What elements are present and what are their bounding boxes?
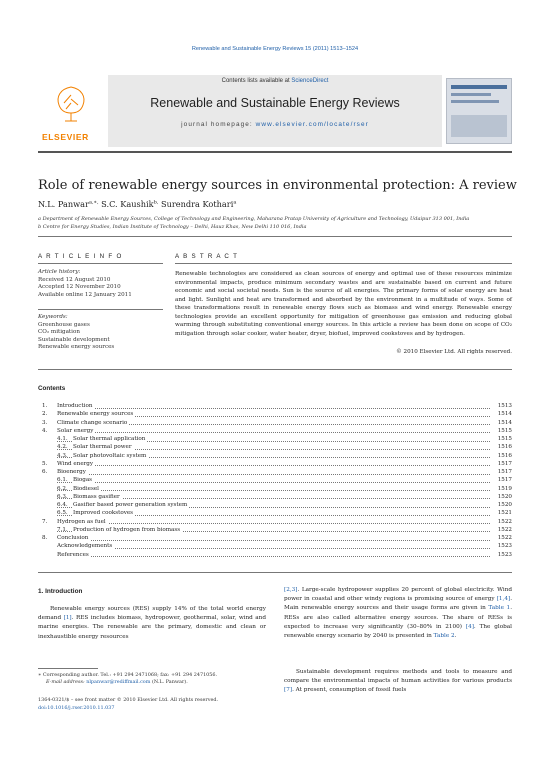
toc-leader: [57, 551, 490, 558]
toc-number: 7.: [42, 518, 48, 525]
toc-leader: [57, 534, 490, 541]
abstract-text: Renewable technologies are considered as clean sources of energy and optimal use of these resources minimize environmental impacts, produce minimum secondary wastes and are sustainable based on current and future economic and social societal needs. Sun is the source of all energies. The primary forms of solar energy are heat and light. Sunlight and heat are transformed and absorbed by the environment in a multitude of ways. Some of these transformations result in renewable energy flows such as biomass and wind energy. Renewable energy technologies provide an excellent opportunity for mitigation of greenhouse gas emission and reducing global warming through substituting conventional energy sources. In this article a review has been done on scope of CO₂ mitigation through solar cooker, water heater, dryer, biofuel, improved cookstoves and by hydrogen.: [175, 271, 512, 337]
toc-leader: [57, 460, 490, 467]
toc-entry[interactable]: [38, 468, 512, 476]
toc-page: 1522: [497, 526, 512, 533]
table-of-contents: [38, 402, 512, 559]
author-name[interactable]: S.C. Kaushik: [98, 199, 154, 209]
toc-number: 6.: [42, 469, 48, 475]
footnotes: [38, 672, 266, 686]
toc-entry[interactable]: [38, 518, 512, 526]
sciencedirect-link[interactable]: ScienceDirect: [291, 78, 329, 84]
toc-entry[interactable]: [38, 410, 512, 418]
toc-leader: [57, 468, 490, 475]
author-name[interactable]: Surendra Kothari: [158, 199, 234, 209]
toc-label[interactable]: Solar thermal power: [73, 444, 132, 451]
toc-number: 4.3.: [57, 452, 68, 459]
masthead-center: [108, 75, 442, 147]
keyword[interactable]: CO₂ mitigation: [38, 329, 80, 336]
copyright-notice: © 2010 Elsevier Ltd. All rights reserved.: [396, 349, 512, 355]
toc-number: 4.: [42, 427, 48, 434]
toc-label[interactable]: Wind energy: [57, 460, 94, 467]
toc-leader: [57, 427, 490, 434]
toc-page: 1515: [497, 427, 512, 434]
toc-entry[interactable]: [38, 419, 512, 427]
toc-label[interactable]: Improved cookstoves: [73, 510, 134, 517]
toc-entry[interactable]: [38, 443, 512, 451]
divider: [38, 236, 512, 237]
toc-leader: [57, 542, 490, 549]
history-accepted: Accepted 12 November 2010: [38, 284, 121, 291]
toc-number: 6.4.: [57, 502, 68, 508]
toc-page: 1523: [497, 543, 512, 550]
intro-paragraph: Sustainable development requires methods and tools to measure and compare the environmental impacts of human activities for various products [7]. At present, consumption of fossil fuels: [284, 669, 512, 694]
article-info-heading: A R T I C L E I N F O: [38, 253, 123, 260]
author-name[interactable]: N.L. Panwar: [38, 199, 89, 209]
author-list: [38, 199, 236, 209]
contents-available: [108, 75, 442, 84]
toc-page: 1517: [497, 477, 512, 484]
toc-number: 2.: [42, 411, 48, 418]
toc-number: 5.: [42, 460, 48, 467]
toc-entry[interactable]: [38, 509, 512, 517]
author-affil-mark: a,∗,: [88, 199, 99, 206]
divider: [38, 309, 163, 310]
keywords-label: Keywords:: [38, 314, 68, 320]
toc-page: 1522: [497, 535, 512, 541]
citation-link[interactable]: [7]: [284, 687, 293, 694]
journal-cover-thumbnail: [446, 78, 512, 144]
keyword[interactable]: Renewable energy sources: [38, 344, 115, 351]
journal-title: Renewable and Sustainable Energy Reviews: [150, 96, 400, 110]
article-history: [38, 269, 163, 299]
toc-entry[interactable]: [38, 526, 512, 534]
toc-leader: [57, 485, 490, 492]
toc-label[interactable]: Bioenergy: [57, 469, 86, 475]
toc-entry[interactable]: [38, 427, 512, 435]
toc-entry[interactable]: [38, 551, 512, 559]
toc-page: 1516: [497, 452, 512, 459]
toc-page: 1514: [497, 411, 512, 418]
corresponding-author-note: ∗ Corresponding author. Tel.: +91 294 2471068; fax: +91 294 2471056.: [38, 672, 218, 678]
toc-label[interactable]: Introduction: [57, 403, 93, 409]
email-label: E-mail address:: [46, 679, 87, 685]
toc-label[interactable]: Solar thermal application: [73, 436, 146, 442]
running-head[interactable]: Renewable and Sustainable Energy Reviews 15 (2011) 1513–1524: [191, 46, 359, 52]
toc-number: 6.3.: [57, 493, 68, 500]
article-title: Role of renewable energy sources in environmental protection: A review: [38, 178, 517, 193]
affiliation: b Centre for Energy Studies, Indian Institute of Technology – Delhi, Hauz Khas, New Delhi 110 016, India: [38, 224, 307, 230]
toc-leader: [57, 493, 490, 500]
citation-link[interactable]: [1]: [63, 615, 72, 622]
toc-label[interactable]: Hydrogen as fuel: [57, 518, 106, 525]
divider: [38, 572, 512, 573]
citation-link[interactable]: Table 2: [433, 633, 455, 640]
homepage-label: journal homepage:: [181, 121, 256, 128]
author-affil-mark: a: [233, 199, 237, 206]
toc-page: 1523: [497, 551, 512, 558]
citation-link[interactable]: [2,3]: [284, 587, 298, 593]
keyword[interactable]: Greenhouse gases: [38, 321, 90, 328]
intro-paragraph-continued: [2,3]. Large-scale hydropower supplies 20 percent of global electricity. Wind power in coastal and other windy regions is promising source of energy [1,4]. Main renewable energy sources and their usage forms are given in Table 1. RESs are also called alternative energy sources. The share of RESs is expected to increase very significantly (30–80% in 2100) [4]. The global renewable energy scenario by 2040 is presented in Table 2.: [284, 587, 512, 640]
toc-label[interactable]: Production of hydrogen from biomass: [73, 526, 181, 533]
journal-masthead: [38, 75, 512, 153]
toc-number: 6.1.: [57, 477, 68, 484]
toc-number: 4.1.: [57, 436, 68, 442]
keywords: [38, 314, 163, 352]
toc-label[interactable]: Climate change scenario: [57, 419, 128, 426]
abstract-heading: A B S T R A C T: [175, 253, 239, 260]
citation-link[interactable]: [4]: [465, 623, 474, 630]
toc-label[interactable]: Acknowledgements: [57, 543, 113, 550]
toc-entry[interactable]: [38, 460, 512, 468]
history-label: Article history:: [38, 269, 81, 275]
toc-leader: [57, 476, 490, 483]
footnote-divider: [38, 668, 98, 669]
history-received: Received 12 August 2010: [38, 276, 111, 283]
toc-page: 1520: [497, 493, 512, 500]
intro-paragraph: Renewable energy sources (RES) supply 14% of the total world energy demand [1]. RES includes biomass, hydropower, geothermal, solar, wind and marine energies. The renewable are the primary, domestic and clean or inexhaustible energy resources: [38, 606, 266, 640]
toc-label[interactable]: Solar photovoltaic system: [73, 452, 147, 459]
toc-entry[interactable]: [38, 485, 512, 493]
keyword[interactable]: Sustainable development: [38, 336, 110, 343]
toc-page: 1517: [497, 460, 512, 467]
elsevier-logo: [38, 79, 104, 145]
toc-page: 1519: [497, 485, 512, 492]
toc-label[interactable]: Renewable energy sources: [57, 411, 134, 418]
toc-number: 6.2.: [57, 485, 68, 492]
divider: [38, 263, 163, 264]
toc-number: 1.: [42, 403, 48, 409]
history-online: Available online 12 January 2011: [38, 291, 132, 298]
affiliation: a Department of Renewable Energy Sources, College of Technology and Engineering, Maharana Pratap University of Agriculture and Technology, Udaipur 313 001, India: [38, 216, 470, 222]
toc-label[interactable]: Biodiesel: [73, 485, 99, 492]
toc-label[interactable]: References: [57, 551, 89, 558]
toc-entry[interactable]: [38, 534, 512, 542]
divider: [175, 263, 512, 264]
toc-page: 1520: [497, 502, 512, 508]
toc-number: 7.1.: [57, 526, 68, 533]
citation-link[interactable]: [1,4]: [496, 596, 511, 603]
toc-page: 1521: [497, 510, 512, 517]
toc-label[interactable]: Biogas: [73, 477, 93, 484]
contents-heading: Contents: [38, 385, 66, 392]
divider: [38, 369, 512, 370]
email-note: [38, 679, 266, 686]
email-owner: (N.L. Panwar).: [150, 679, 188, 685]
journal-homepage: [108, 121, 442, 128]
citation-link[interactable]: Table 1: [488, 605, 511, 612]
toc-number: 3.: [42, 419, 48, 426]
toc-label[interactable]: Biomass gasifier: [73, 493, 120, 500]
toc-entry[interactable]: [38, 493, 512, 501]
toc-page: 1515: [497, 436, 512, 442]
toc-page: 1517: [497, 469, 512, 475]
toc-number: 6.5.: [57, 510, 68, 517]
toc-number: 4.2.: [57, 444, 68, 451]
toc-entry[interactable]: [38, 435, 512, 443]
toc-entry[interactable]: [38, 501, 512, 509]
section-heading-introduction: 1. Introduction: [38, 588, 83, 595]
homepage-link[interactable]: www.elsevier.com/locate/rser: [255, 121, 369, 128]
doi-link[interactable]: doi:10.1016/j.rser.2010.11.037: [38, 705, 115, 711]
author-affil-mark: b,: [153, 199, 159, 206]
toc-leader: [57, 402, 490, 409]
toc-page: 1513: [497, 403, 512, 409]
contents-available-text: Contents lists available at: [221, 78, 292, 84]
publisher-wordmark: ELSEVIER: [42, 132, 89, 142]
toc-page: 1522: [497, 518, 512, 525]
toc-entry[interactable]: [38, 476, 512, 484]
toc-page: 1516: [497, 444, 512, 451]
issn-notice: 1364-0321/$ – see front matter © 2010 Elsevier Ltd. All rights reserved.: [38, 697, 219, 703]
toc-label[interactable]: Conclusion: [57, 535, 89, 541]
toc-entry[interactable]: [38, 402, 512, 410]
toc-entry[interactable]: [38, 452, 512, 460]
toc-page: 1514: [497, 419, 512, 426]
toc-label[interactable]: Solar energy: [57, 427, 94, 434]
elsevier-tree-icon: [52, 83, 90, 123]
toc-label[interactable]: Gasifier based power generation system: [73, 502, 188, 508]
toc-number: 8.: [42, 535, 48, 541]
toc-leader: [57, 518, 490, 525]
email-link[interactable]: nlpanwar@rediffmail.com: [86, 679, 151, 685]
toc-entry[interactable]: [38, 542, 512, 550]
